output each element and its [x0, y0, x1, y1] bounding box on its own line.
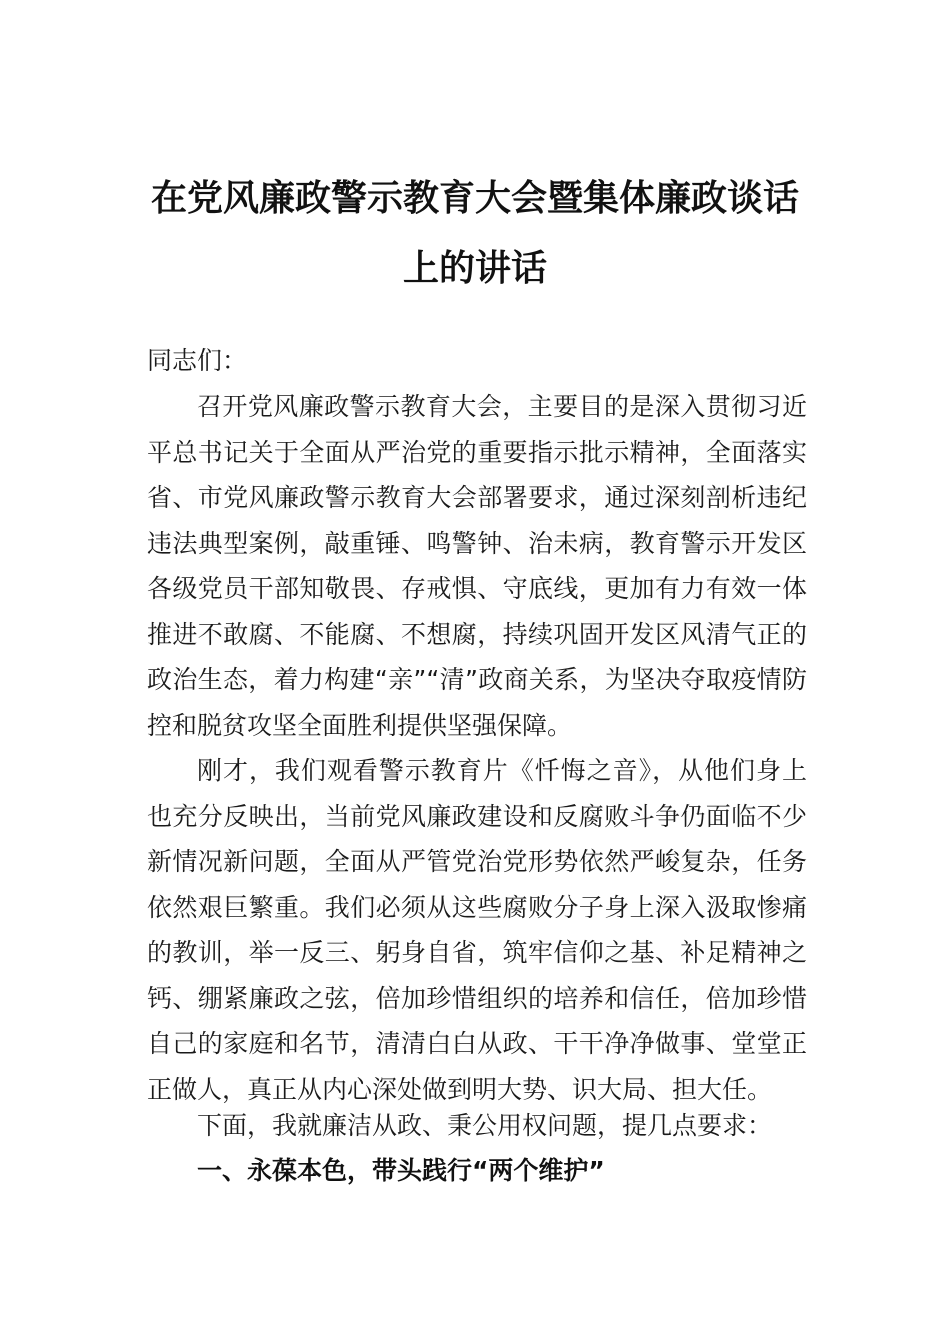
salutation: 同志们：	[147, 346, 248, 375]
document-title-line-1: 在党风廉政警示教育大会暨集体廉政谈话	[150, 177, 799, 219]
paragraph-2: 刚才，我们观看警示教育片《忏悔之音》，从他们身上也充分反映出，当前党风廉政建设和反腐败斗争仍面临不少新情况新问题，全面从严管党治党形势依然严峻复杂，任务依然艰巨繁重。我们必须从这些腐败分子身上深入汲取惨痛的教训，举一反三、躬身自省，筑牢信仰之基、补足精神之钙、绷紧廉政之弦，倍加珍惜组织的培养和信任，倍加珍惜自己的家庭和名节，清清白白从政、干干净净做事、堂堂正正做人，真正从内心深处做到明大势、识大局、担大任。	[147, 756, 807, 1104]
paragraph-3: 下面，我就廉洁从政、秉公用权问题，提几点要求：	[197, 1111, 773, 1140]
paragraph-1: 召开党风廉政警示教育大会，主要目的是深入贯彻习近平总书记关于全面从严治党的重要指示批示精神，全面落实省、市党风廉政警示教育大会部署要求，通过深刻剖析违纪违法典型案例，敲重锤、鸣警钟、治未病，教育警示开发区各级党员干部知敬畏、存戒惧、守底线，更加有力有效一体推进不敢腐、不能腐、不想腐，持续巩固开发区风清气正的政治生态，着力构建“亲”“清”政商关系，为坚决夺取疫情防控和脱贫攻坚全面胜利提供坚强保障。	[147, 392, 807, 740]
section-heading-1: 一、永葆本色，带头践行“两个维护”	[197, 1156, 605, 1185]
document-title-line-2: 上的讲话	[402, 247, 547, 289]
